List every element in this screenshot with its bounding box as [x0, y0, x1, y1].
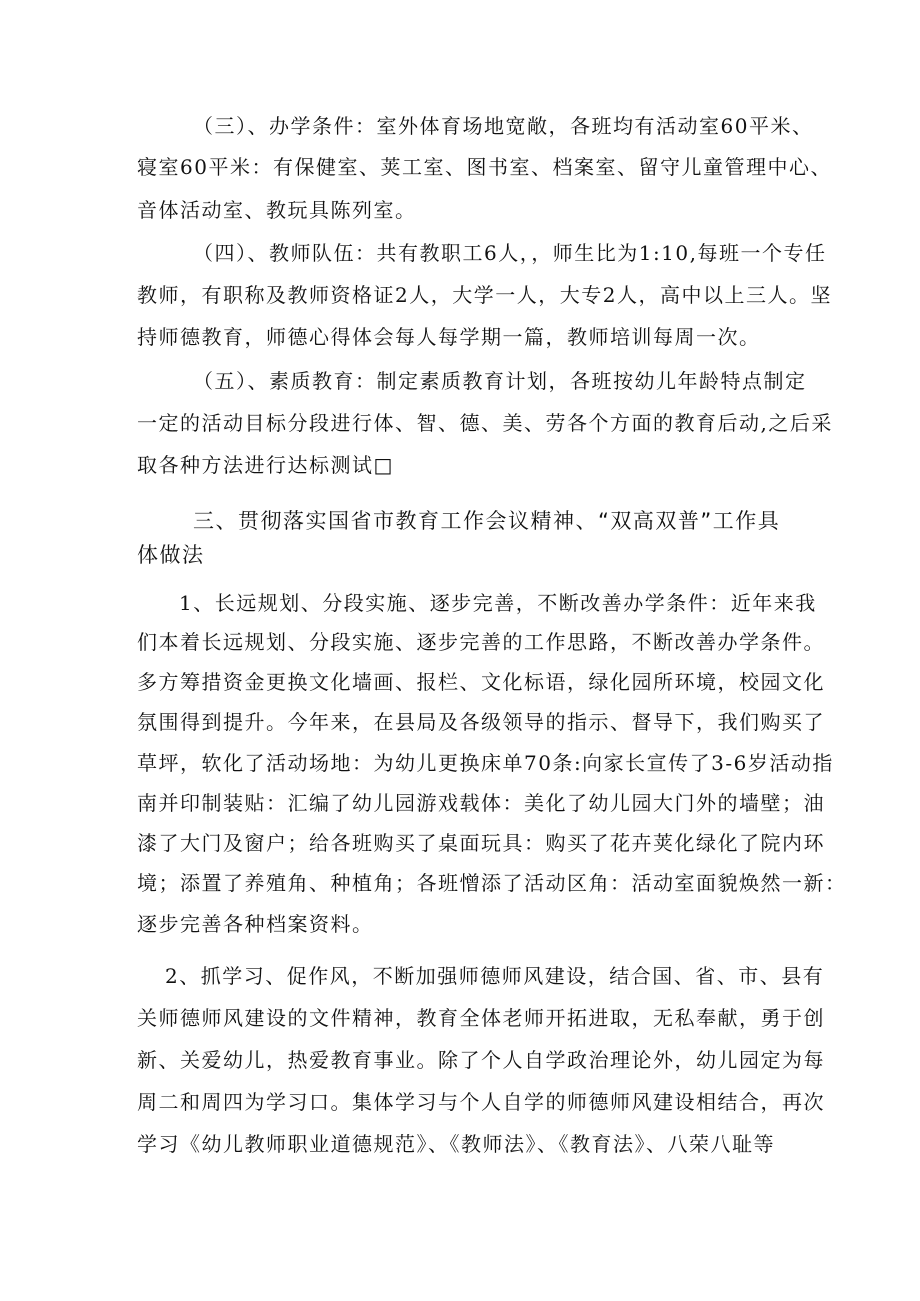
item1-line-2: 们本着长远规划、分段实施、逐步完善的工作思路，不断改善办学条件。	[137, 630, 825, 654]
conditions-line-2: 寝室60平米：有保健室、荚工室、图书室、档案室、留守儿童管理中心、	[137, 155, 832, 179]
teachers-line-2: 教师，有职称及教师资格证2人，大学一人，大专2人，高中以上三人。坚	[137, 283, 832, 307]
item1-line-8: 境；添置了养殖角、种植角；各班憎添了活动区角：活动室面貌焕然一新：	[137, 871, 847, 895]
item1-line-1: 1、长远规划、分段实施、逐步完善，不断改善办学条件：近年来我	[179, 591, 817, 615]
item2-line-5: 学习《幼儿教师职业道德规范》、《教师法》、《教育法》、八荣八耻等	[137, 1132, 775, 1156]
item1-line-6: 南并印制装贴：汇编了幼儿园游戏载体：美化了幼儿园大门外的墙壁；油	[137, 791, 825, 815]
section-heading-line-2: 体做法	[137, 543, 205, 567]
teachers-line-1: （四）、教师队伍：共有教职工6人，，师生比为1:10,每班一个专任	[193, 241, 827, 265]
item2-line-2: 关师德师风建设的文件精神，教育全体老师开拓进取，无私奉献，勇于创	[137, 1006, 825, 1030]
conditions-line-3: 音体活动室、教玩具陈列室。	[137, 198, 417, 222]
quality-line-1: （五）、素质教育：制定素质教育计划，各班按幼儿年龄特点制定	[193, 369, 807, 393]
item1-line-5: 草坪，软化了活动场地：为幼儿更换床单70条:向家长宣传了3-6岁活动指	[137, 751, 834, 775]
teachers-line-3: 持师德教育，师德心得体会每人每学期一篇，教师培训每周一次。	[137, 325, 761, 349]
item1-line-9: 逐步完善各种档案资料。	[137, 912, 374, 936]
quality-line-2: 一定的活动目标分段进行体、智、德、美、劳各个方面的教育后动,之后采	[137, 411, 833, 435]
item1-line-7: 漆了大门及窗户；给各班购买了桌面玩具：购买了花卉荚化绿化了院内环	[137, 831, 825, 855]
item2-line-1: 2、抓学习、促作风，不断加强师德师风建设，结合国、省、市、县有	[165, 964, 825, 988]
quality-line-3: 取各种方法进行达标测试□	[137, 453, 394, 477]
item2-line-4: 周二和周四为学习口。集体学习与个人自学的师德师风建设相结合，再次	[137, 1090, 825, 1114]
conditions-line-1: （三）、办学条件：室外体育场地宽敞，各班均有活动室60平米、	[193, 114, 814, 138]
section-heading-line-1: 三、贯彻落实国省市教育工作会议精神、“双高双普”工作具	[193, 509, 781, 533]
item2-line-3: 新、关爱幼儿，热爱教育事业。除了个人自学政治理论外，幼儿园定为每	[137, 1048, 825, 1072]
item1-line-4: 氛围得到提升。今年来，在县局及各级领导的指示、督导下，我们购买了	[137, 710, 825, 734]
item1-line-3: 多方筹措资金更换文化墙画、报栏、文化标语，绿化园所环境，校园文化	[137, 670, 825, 694]
